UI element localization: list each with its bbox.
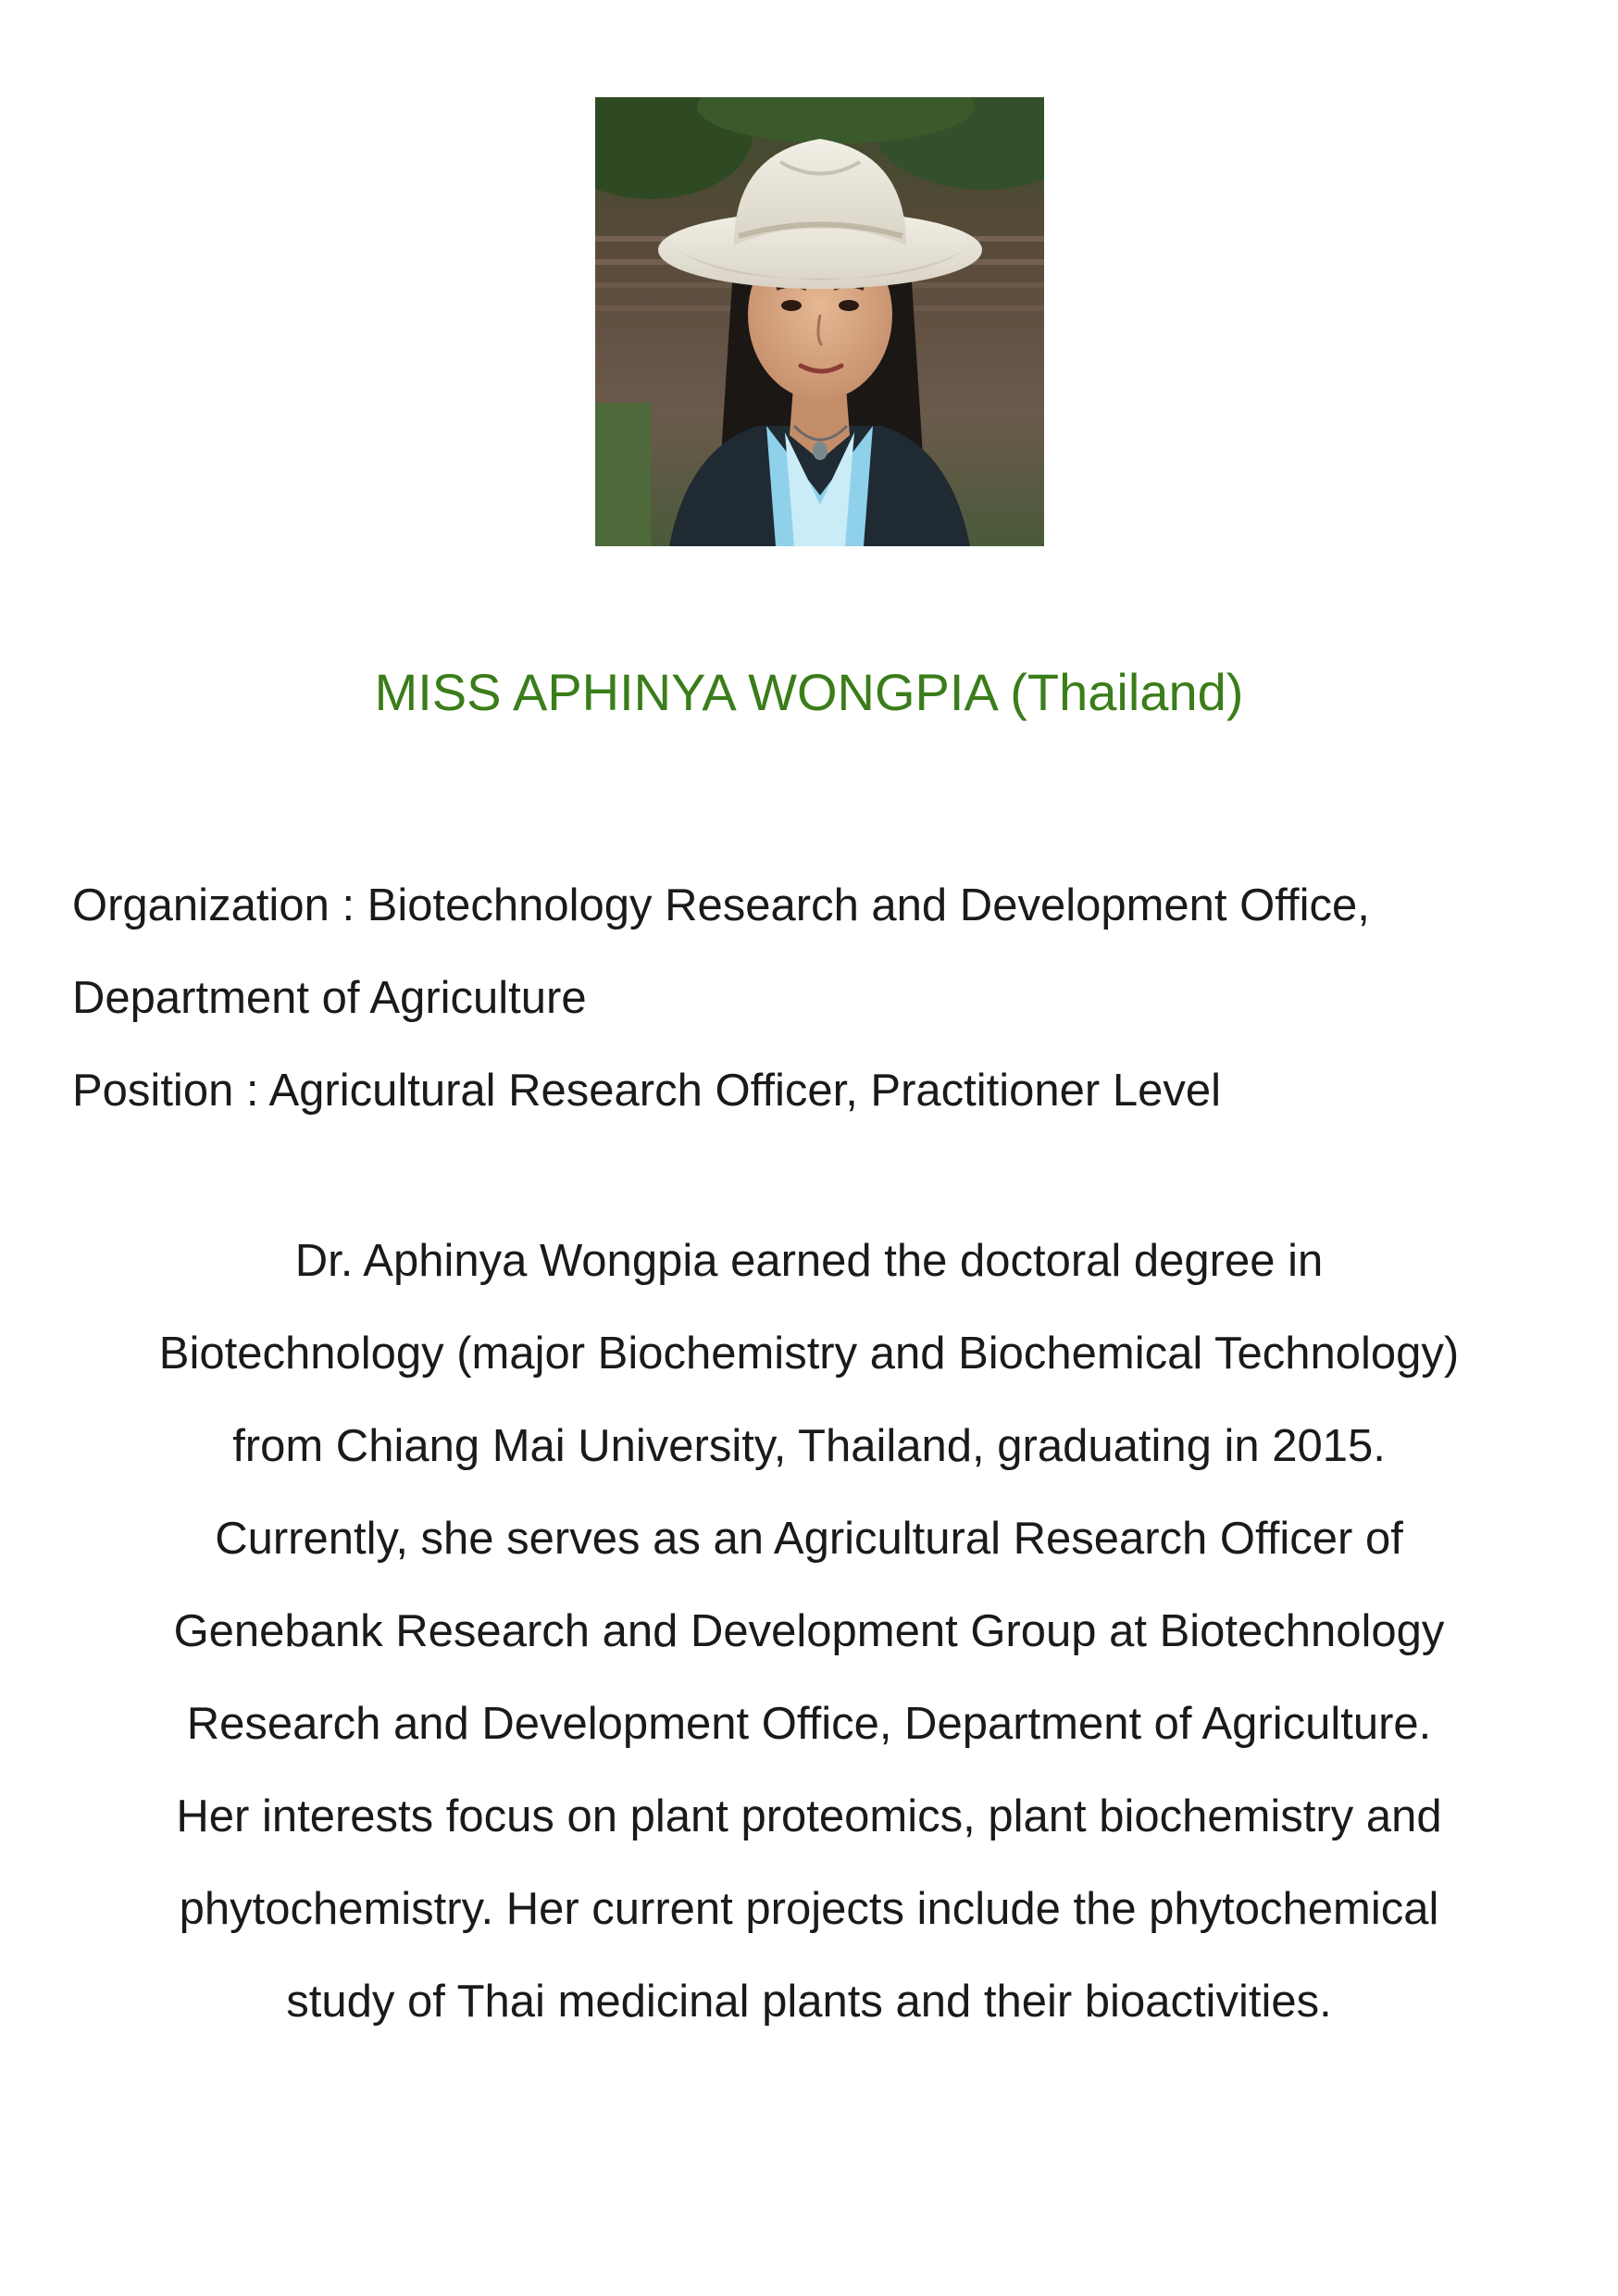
bio-line: study of Thai medicinal plants and their bioactivities. xyxy=(286,1977,1332,2027)
bio-line: Research and Development Office, Department of Agriculture. xyxy=(186,1699,1432,1749)
position-line: Position : Agricultural Research Officer, Practitioner Level xyxy=(72,1066,1222,1116)
biography-paragraph xyxy=(37,1215,1581,2048)
bio-line: Currently, she serves as an Agricultural Research Officer of xyxy=(215,1514,1403,1564)
bio-line: phytochemistry. Her current projects include the phytochemical xyxy=(179,1884,1439,1934)
bio-line: Her interests focus on plant proteomics, plant biochemistry and xyxy=(176,1791,1442,1841)
organization-line-2: Department of Agriculture xyxy=(72,973,587,1023)
bio-line: from Chiang Mai University, Thailand, graduating in 2015. xyxy=(232,1421,1386,1471)
profile-name: MISS APHINYA WONGPIA (Thailand) xyxy=(374,663,1244,721)
portrait-photo xyxy=(595,97,1044,546)
profile-details xyxy=(72,859,1572,1137)
bio-line: Genebank Research and Development Group at Biotechnology xyxy=(173,1606,1445,1656)
portrait-illustration xyxy=(595,97,1044,546)
bio-line: Biotechnology (major Biochemistry and Biochemical Technology) xyxy=(158,1329,1460,1379)
organization-line-1: Organization : Biotechnology Research and Development Office, xyxy=(72,880,1370,930)
bio-line: Dr. Aphinya Wongpia earned the doctoral degree in xyxy=(294,1236,1324,1286)
